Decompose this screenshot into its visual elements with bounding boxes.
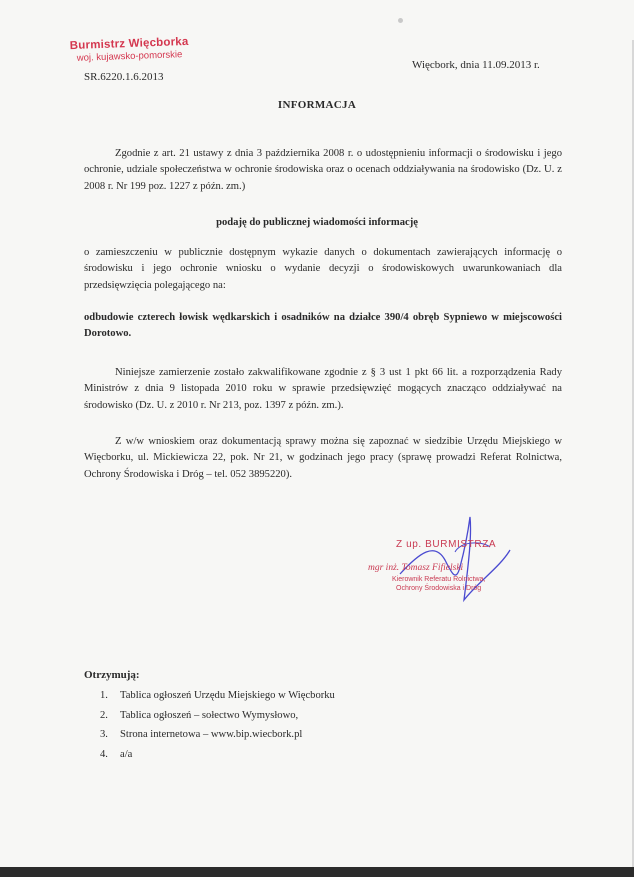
paragraph-announcement: podaję do publicznej wiadomości informację bbox=[216, 217, 418, 228]
paragraph-qualification: Niniejsze zamierzenie zostało zakwalifikowane zgodnie z § 3 ust 1 pkt 66 lit. a rozporządzenia Rady Ministrów z dnia 9 listopada 2010 roku w sprawie przedsięwzięć mogących znacząco oddziaływać na środowisko (Dz. U. z 2010 r. Nr 213, poz. 1397 z późn. zm.). bbox=[84, 367, 562, 411]
scan-edge-bottom bbox=[0, 867, 634, 877]
recipients-list bbox=[100, 686, 335, 764]
scan-artifact bbox=[398, 18, 403, 23]
paragraph-consultation: Z w/w wnioskiem oraz dokumentacją sprawy można się zapoznać w siedzibie Urzędu Miejskiego w Więcborku, ul. Mickiewicza 22, pok. Nr 21, w godzinach jego pracy (sprawę prowadzi Referat Rolnictwa, Ochrony Środowiska i Dróg – tel. 052 3895220). bbox=[84, 436, 562, 480]
stamp-line-1: Burmistrz Więcborka bbox=[69, 35, 189, 53]
signature-block bbox=[360, 512, 540, 612]
handwritten-signature bbox=[360, 512, 540, 612]
signatory-name: mgr inż. Tomasz Fifielski bbox=[368, 563, 464, 573]
list-item: 1. Tablica ogłoszeń Urzędu Miejskiego w Więcborku bbox=[100, 690, 335, 701]
paragraph-legal-basis: Zgodnie z art. 21 ustawy z dnia 3 października 2008 r. o udostępnieniu informacji o środowisku i jego ochronie, udziale społeczeństwa w ochronie środowiska oraz o ocenach oddziaływania na środowisko (Dz. U. z 2008 r. Nr 199 poz. 1227 z późn. zm.) bbox=[84, 148, 562, 192]
document-title: INFORMACJA bbox=[277, 99, 357, 111]
place-date: Więcbork, dnia 11.09.2013 r. bbox=[412, 59, 540, 71]
list-item: 4. a/a bbox=[100, 748, 133, 760]
signatory-role-2: Ochrony Środowiska i Dróg bbox=[396, 585, 482, 592]
signature-authorization: Z up. BURMISTRZA bbox=[396, 539, 497, 550]
stamp-line-2: woj. kujawsko-pomorskie bbox=[76, 49, 183, 64]
office-stamp bbox=[70, 36, 189, 64]
reference-number: SR.6220.1.6.2013 bbox=[84, 71, 164, 83]
signatory-role-1: Kierownik Referatu Rolnictwa, bbox=[392, 576, 486, 583]
paragraph-subject: o zamieszczeniu w publicznie dostępnym wykazie danych o dokumentach zawierających informację o środowisku i jego ochronie wniosku o wydanie decyzji o środowiskowych uwarunkowaniach dla przedsięwzięcia polegającego na: bbox=[84, 247, 562, 291]
recipients-heading: Otrzymują: bbox=[84, 669, 140, 681]
paragraph-project: odbudowie czterech łowisk wędkarskich i osadników na działce 390/4 obręb Sypniewo w miejscowości Dorotowo. bbox=[84, 312, 562, 340]
list-item: 2. Tablica ogłoszeń – sołectwo Wymysłowo, bbox=[100, 709, 299, 721]
list-item: 3. Strona internetowa – www.bip.wiecbork.pl bbox=[100, 729, 303, 740]
